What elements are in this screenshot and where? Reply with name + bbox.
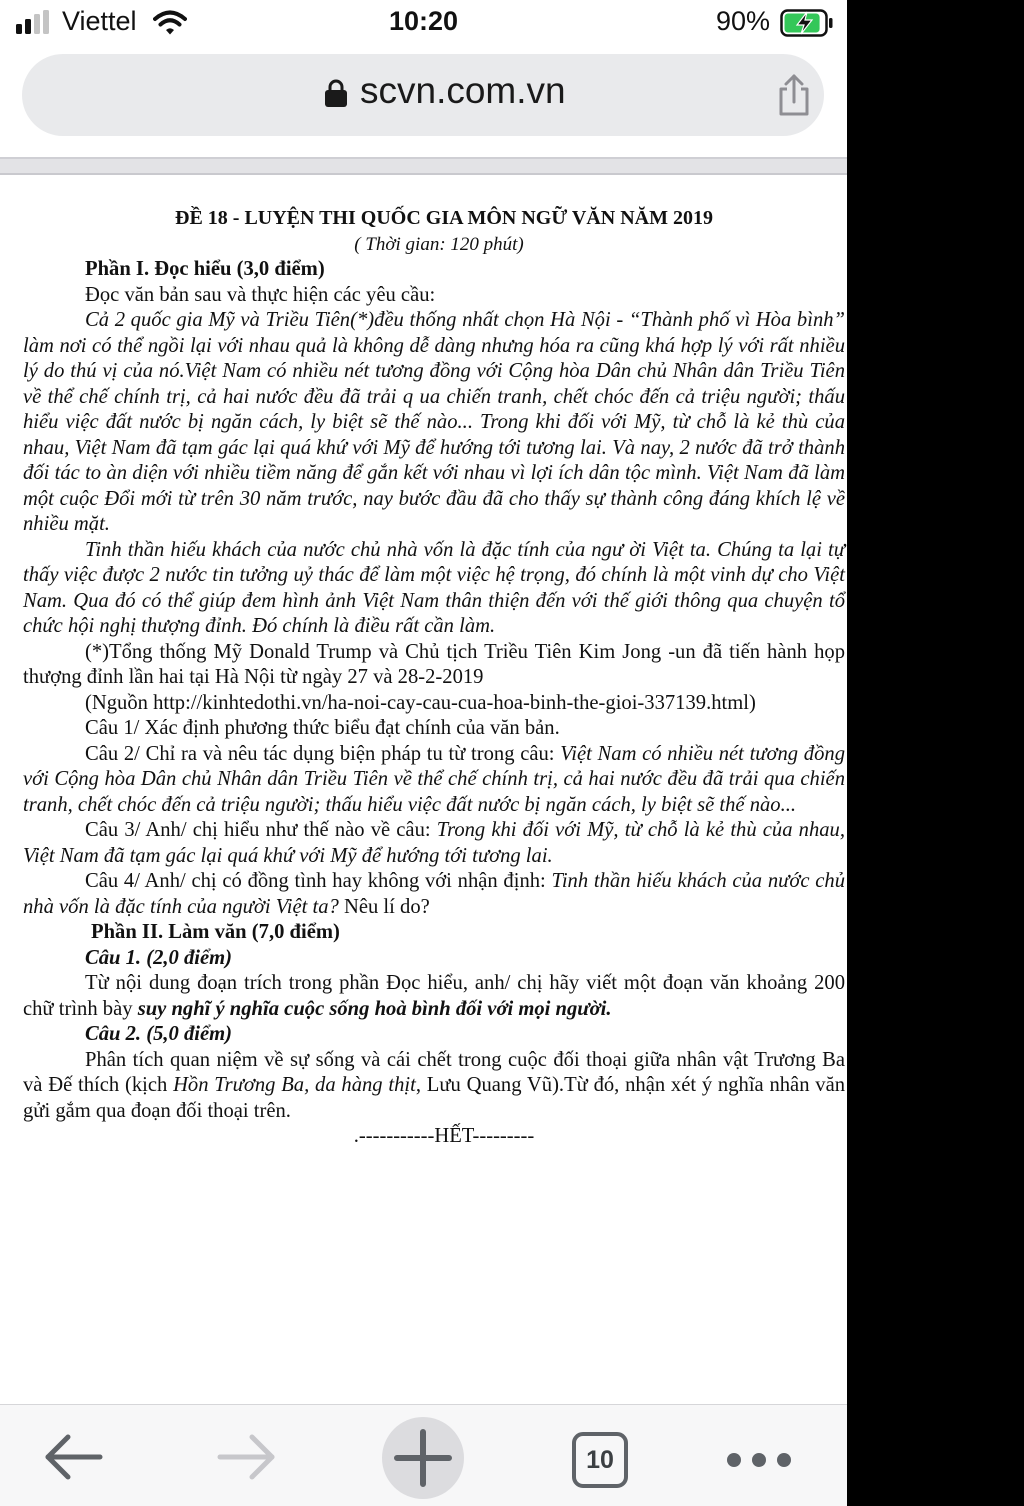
question-3 xyxy=(23,818,845,869)
battery-charging-icon xyxy=(780,9,834,37)
address-bar[interactable] xyxy=(22,54,824,136)
back-button[interactable] xyxy=(40,1429,106,1485)
question-4-prompt: Câu 4/ Anh/ chị có đồng tình hay không với nhận định: xyxy=(85,870,552,892)
exam-document xyxy=(23,206,845,1150)
signal-strength-icon xyxy=(16,10,52,34)
more-horizontal-icon xyxy=(724,1445,794,1475)
arrow-left-icon xyxy=(40,1429,106,1485)
footnote: (*)Tổng thống Mỹ Donald Trump và Chủ tịch Triều Tiên Kim Jong -un đã tiến hành họp thượng đỉnh lần hai tại Hà Nội từ ngày 27 và 28-2-2019 xyxy=(23,640,845,688)
status-bar xyxy=(0,0,847,48)
question-4-quote: Tinh thần hiếu khách của nước chủ nhà vốn là đặc tính của người Việt ta? xyxy=(23,870,845,918)
page-separator xyxy=(0,157,847,175)
essay-1-text: Từ nội dung đoạn trích trong phần Đọc hiểu, anh/ chị hãy viết một đoạn văn khoảng 200 chữ trình bày xyxy=(23,972,845,1020)
exam-duration: ( Thời gian: 120 phút) xyxy=(354,233,524,255)
essay-1-heading: Câu 1. (2,0 điểm) xyxy=(85,946,233,969)
question-2-prompt: Câu 2/ Chỉ ra và nêu tác dụng biện pháp tu từ trong câu: xyxy=(85,742,561,765)
question-2 xyxy=(23,742,845,819)
question-4-suffix: Nêu lí do? xyxy=(338,895,430,918)
lock-icon xyxy=(324,78,348,108)
new-tab-button[interactable] xyxy=(382,1417,464,1499)
black-side-bar xyxy=(847,0,1024,1506)
arrow-right-icon xyxy=(214,1429,280,1485)
battery-percentage: 90% xyxy=(716,6,771,36)
forward-button[interactable] xyxy=(214,1429,280,1485)
essay-1-prompt xyxy=(23,971,845,1022)
essay-2-prompt xyxy=(23,1048,845,1125)
passage-paragraph-1: Cả 2 quốc gia Mỹ và Triều Tiên(*)đều thống nhất chọn Hà Nội - “Thành phố vì Hòa bình” làm nơi có thể ngồi lại với nhau quả là không dễ dàng nhưng hóa ra cũng khá hợp lý với rất nhiều lý do thú vị của nó.Việt Nam có nhiều nét tương đồng với Cộng hòa Dân chủ Nhân dân Triều Tiên về thể chế chính trị, cả hai nước đều đã trải q ua chiến tranh, chết chóc đến cả triệu người; thấu hiểu việc đất nước bị ngăn cách, ly biệt sẽ thế nào... Trong khi đối với Mỹ, từ chỗ là kẻ thù của nhau, Việt Nam đã tạm gác lại quá khứ với Mỹ để hướng tới tương lai. Và nay, 2 nước đã trở thành đối tác to àn diện với nhiều tiềm năng để gắn kết với nhau vì lợi ích dân tộc mình. Việt Nam đã làm một cuộc Đổi mới từ trên 30 năm trước, nay bước đầu đã cho thấy sự thành công đáng khích lệ về nhiều mặt. xyxy=(23,309,845,535)
source-citation: (Nguồn http://kinhtedothi.vn/ha-noi-cay-cau-cua-hoa-binh-the-gioi-337139.html) xyxy=(85,691,756,714)
exam-title: ĐỀ 18 - LUYỆN THI QUỐC GIA MÔN NGỮ VĂN NĂM 2019 xyxy=(175,207,713,229)
part2-heading: Phần II. Làm văn (7,0 điểm) xyxy=(91,921,340,943)
passage-paragraph-2: Tinh thần hiếu khách của nước chủ nhà vốn là đặc tính của ngư ời Việt ta. Chúng ta lại tự thấy việc được 2 nước tin tưởng uỷ thác để làm một việc hệ trọng, đó chính là một vinh dự cho Việt Nam. Qua đó có thể giúp đem hình ảnh Việt Nam thân thiện đến với thế giới thông qua chuyện tổ chức hội nghị thượng đỉnh. Đó chính là điều rất cần làm. xyxy=(23,538,845,637)
url-text[interactable]: scvn.com.vn xyxy=(360,70,566,111)
question-1: Câu 1/ Xác định phương thức biểu đạt chính của văn bản. xyxy=(85,717,560,739)
part1-instruction: Đọc văn bản sau và thực hiện các yêu cầu: xyxy=(85,283,436,306)
share-icon[interactable] xyxy=(776,73,812,117)
carrier-name: Viettel xyxy=(62,6,137,36)
tab-count: 10 xyxy=(586,1446,614,1474)
browser-toolbar xyxy=(0,1404,847,1506)
question-3-quote: Trong khi đối với Mỹ, từ chỗ là kẻ thù của nhau, Việt Nam đã tạm gác lại quá khứ với Mỹ để hướng tới tương lai. xyxy=(23,819,845,867)
essay-2-heading: Câu 2. (5,0 điểm) xyxy=(85,1023,233,1045)
question-3-prompt: Câu 3/ Anh/ chị hiểu như thế nào về câu: xyxy=(85,819,437,841)
essay-2-play-title: Hồn Trương Ba, da hàng thịt xyxy=(173,1074,416,1096)
question-4 xyxy=(23,869,845,920)
menu-button[interactable] xyxy=(724,1445,794,1475)
essay-2-text-start: Phân tích quan niệm về sự sống và cái chết trong cuộc đối thoại giữa nhân vật Trương Ba và Đế thích (kịch xyxy=(23,1048,845,1096)
status-time: 10:20 xyxy=(388,6,459,36)
part1-heading: Phần I. Đọc hiểu (3,0 điểm) xyxy=(85,258,325,280)
wifi-icon xyxy=(153,9,187,37)
essay-1-topic: suy nghĩ ý nghĩa cuộc sống hoà bình đối với mọi người. xyxy=(137,997,612,1020)
essay-2-text-end: , Lưu Quang Vũ).Từ đó, nhận xét ý nghĩa nhân văn gửi gắm qua đoạn đối thoại trên. xyxy=(23,1074,846,1122)
tab-switcher-button[interactable] xyxy=(572,1432,628,1488)
question-2-quote: Việt Nam có nhiều nét tương đồng với Cộng hòa Dân chủ Nhân dân Triều Tiên về thể chế chính trị, cả hai nước đều đã trải qua chiến tranh, chết chóc đến cả triệu người; thấu hiểu việc đất nước bị ngăn cách, ly biệt sẽ thế nào... xyxy=(23,742,845,816)
end-marker: .-----------HẾT--------- xyxy=(353,1125,535,1147)
plus-icon xyxy=(382,1417,464,1499)
